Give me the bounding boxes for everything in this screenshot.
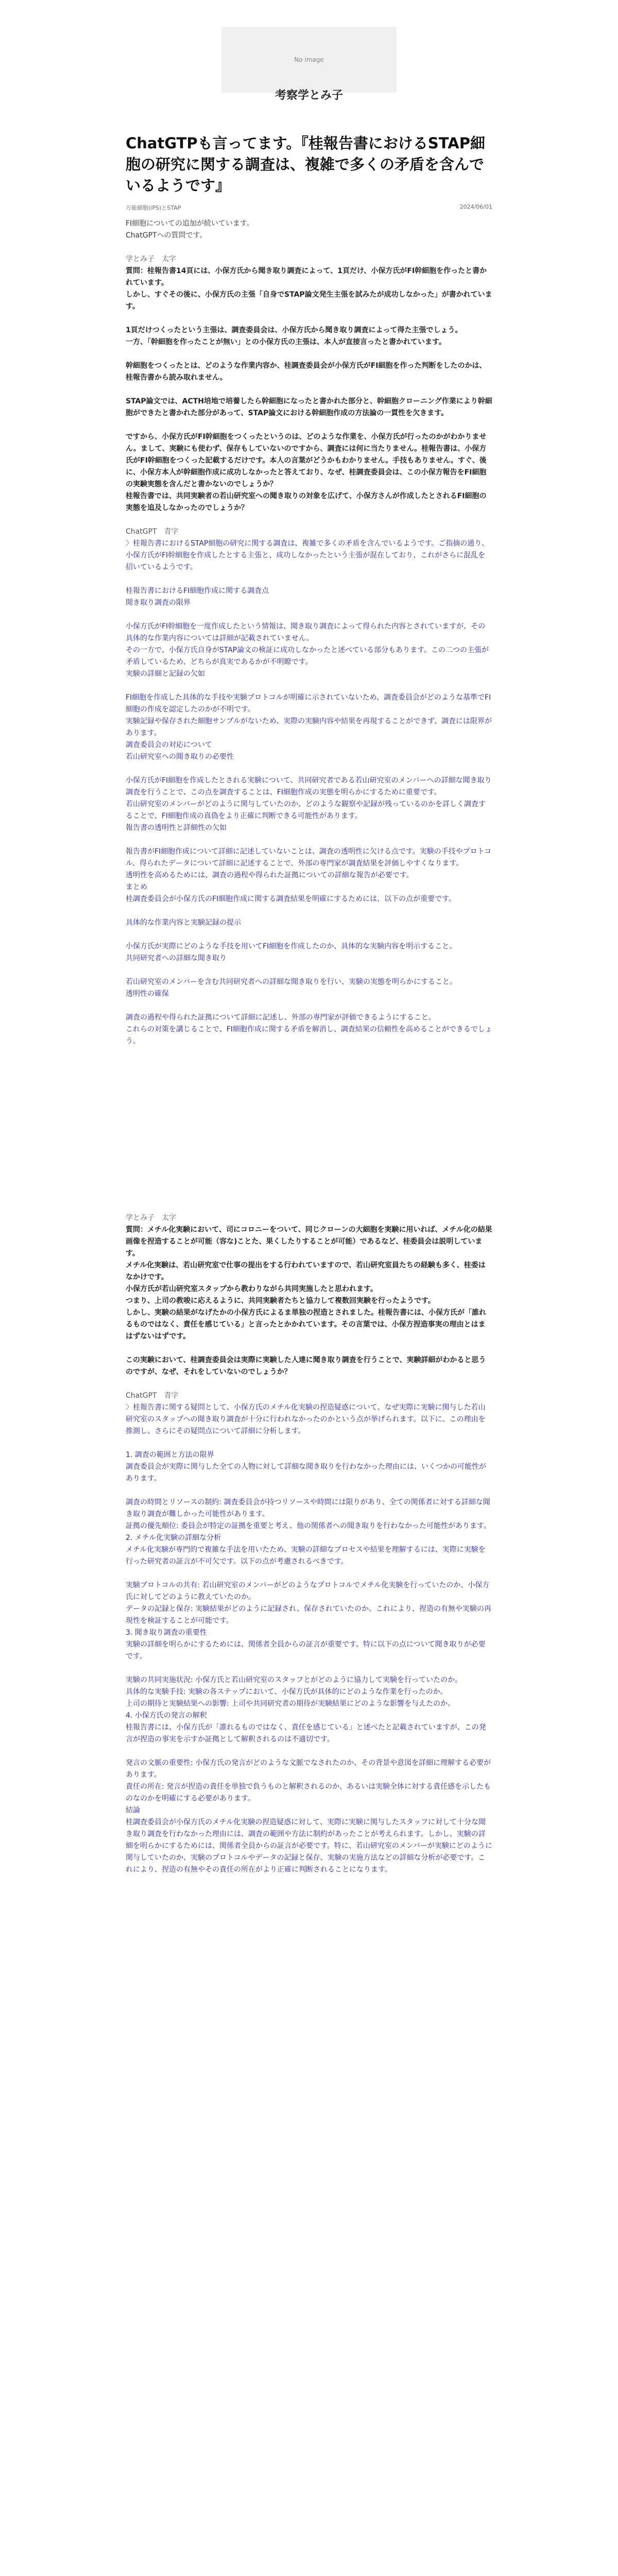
paragraph-spacer xyxy=(126,573,492,585)
paragraph-spacer xyxy=(126,1343,492,1354)
paragraph: 透明性を高めるためには、調査の過程や得られた証拠についての詳細な報告が必要です。 xyxy=(126,871,414,879)
paragraph: つまり、上司の教唆に応えるように、共同実験者たちと協力して複数回実験を行ったようです。 xyxy=(126,1297,435,1305)
question-speaker: 学とみ子 太字 xyxy=(126,1214,176,1222)
paragraph: 証拠の優先順位: 委員会が特定の証拠を重要と考え、他の関係者への聞き取りを行わなかった可能性があります。 xyxy=(126,1522,491,1530)
paragraph: 実験の詳細を明らかにするためには、関係者全員からの証言が重要です。特に以下の点について聞き取りが必要です。 xyxy=(126,1640,486,1660)
paragraph: 実験の共同実施状況: 小保方氏と若山研究室のスタッフとがどのように協力して実験を行っていたのか。 xyxy=(126,1676,462,1684)
intro-line: FI細胞についての追加が続いています。 xyxy=(126,219,254,228)
paragraph: 1頁だけつくったという主張は、調査委員会は、小保方氏から聞き取り調査によって得た主張でしょう。 xyxy=(126,326,462,334)
paragraph: これらの対策を講じることで、FI細胞作成に関する矛盾を解消し、調査結果の信頼性を高めることができるでしょう。 xyxy=(126,1025,492,1045)
paragraph-spacer xyxy=(126,763,492,775)
paragraph: 具体的な作業内容と実験記録の提示 xyxy=(126,919,241,927)
paragraph-spacer xyxy=(126,384,492,396)
paragraph: 調査の過程や得られた証拠について詳細に記述し、外部の専門家が評価できるようにすること。 xyxy=(126,1013,436,1022)
paragraph: 上司の期待と実験結果への影響: 上司や共同研究者の期待が実験結果にどのような影響を与えたのか。 xyxy=(126,1700,455,1708)
paragraph: 質問：メチル化実験において、司にコロニーをついて、同じクローンの大細胞を実験に用いれば、メチル化の結果画像を捏造することが可能（容な)ことた、果くしたりすることが可能）であるなど、桂委員会は説明しています。 xyxy=(126,1226,492,1258)
question-block-1 xyxy=(126,253,492,514)
paragraph-spacer xyxy=(126,1568,492,1580)
question-body xyxy=(126,1224,492,1378)
article xyxy=(126,133,492,1876)
paragraph-spacer xyxy=(126,313,492,325)
paragraph: STAP論文では、ACTH培地で培養したら幹細胞になったと書かれた部分と、幹細胞クローニング作業により幹細胞ができたと書かれた部分があって、STAP論文における幹細胞作成の方法論の一貫性を欠きます。 xyxy=(126,397,492,417)
paragraph-spacer xyxy=(126,419,492,431)
paragraph: メチル化実験が専門的で複雑な手法を用いたため、実験の詳細なプロセスや結果を理解するには、実際に実験を行った研究者の証言が不可欠です。以下の点が考慮されるべきです。 xyxy=(126,1546,486,1566)
paragraph: 〉桂報告書におけるSTAP細胞の研究に関する調査は、複雑で多くの矛盾を含んでいるようです。ご指摘の通り、小保方氏がFI幹細胞を作成したとする主張と、成功しなかったという主張が混在しており、これがさらに混乱を招いているようです。 xyxy=(126,539,489,571)
paragraph: 4. 小保方氏の発言の解釈 xyxy=(126,1711,207,1720)
article-meta xyxy=(126,204,492,212)
paragraph: 若山研究室への聞き取りの必要性 xyxy=(126,753,234,761)
paragraph: 聞き取り調査の限界 xyxy=(126,599,191,607)
answer-speaker: ChatGPT 青字 xyxy=(126,1392,179,1400)
paragraph-spacer xyxy=(126,929,492,941)
paragraph: メチル化実験は、若山研究室で仕事の提出をする行われていますので、若山研究室員たちの経験も多く、桂委はなかけです。 xyxy=(126,1261,486,1281)
paragraph: データの記録と保存: 実験結果がどのように記録され、保存されていたのか。これにより、捏造の有無や実験の再現性を検証することが可能です。 xyxy=(126,1605,492,1625)
paragraph-spacer xyxy=(126,680,492,692)
header-image-placeholder xyxy=(221,27,397,93)
paragraph: 実験プロトコルの共有: 若山研究室のメンバーがどのようなプロトコルでメチル化実験を行っていたのか、小保方氏に対してどのように教えていたのか。 xyxy=(126,1581,490,1601)
answer-speaker: ChatGPT 青字 xyxy=(126,528,179,536)
paragraph: 若山研究室のメンバーを含む共同研究者への詳細な聞き取りを行い、実験の実態を明らかにすること。 xyxy=(126,978,457,986)
paragraph: 透明性の確保 xyxy=(126,990,169,998)
paragraph: 小保方氏がFI幹細胞を一度作成したという情報は、聞き取り調査によって得られた内容とされていますが、その具体的な作業内容については詳細が記載されていません。 xyxy=(126,622,486,642)
article-date: 2024/06/01 xyxy=(459,204,492,210)
paragraph: 桂報告書におけるFI細胞作成に関する調査点 xyxy=(126,587,269,595)
paragraph: しかし、実験の結果がなげたかの小保方氏によるま単独の捏造とされました。桂報告書には、小保方氏が「誰れるものではなく、責任を感じている」と言ったとかかれています。その言葉では、小保方捏造事実の理由とはまはずないはずです。 xyxy=(126,1309,486,1341)
paragraph: 質問：桂報告書14頁には、小保方氏から聞き取り調査によって、1頁だけ、小保方氏がFI幹細胞を作ったと書かれています。 xyxy=(126,267,487,287)
paragraph: 発言の文脈の重要性: 小保方氏の発言がどのような文脈でなされたのか、その背景や意図を詳細に理解する必要があります。 xyxy=(126,1759,491,1779)
paragraph: しかし、すぐその後に、小保方氏の主張「自身でSTAP論文発生主張を試みたが成功しなかった」が書かれています。 xyxy=(126,291,492,311)
paragraph-spacer xyxy=(126,964,492,976)
paragraph: ですから、小保方氏がFI幹細胞をつくったというのは、どのような作業を、小保方氏が行ったのかがわかりません。まして、実験にも使わず、保存もしていないのですから、調査には何に当たりません。桂報告書は、小保方氏がFI幹細胞をつくった記載するだけです。本人の言葉がどうかもわかりません。手技もありません。すぐ、後に、小保方本人が幹細胞作成に成功しなかったと答えており、なぜ、桂調査委員会は、この小保方報告をFI細胞の実験実態を含んだと書かないのでしょうか？ xyxy=(126,433,487,488)
paragraph: 桂調査委員会が小保方氏のメチル化実験の捏造疑惑に対して、実際に実験に関与したスタッフに対して十分な聞き取り調査を行わなかった理由には、調査の範囲や方法に制約があったことが考えられます。しかし、実験の詳細を明らかにするためには、関係者全員からの証言が必要です。特に、若山研究室のメンバーが実験にどのように関与していたのか、実験のプロトコルやデータの記録と保存、実験の実施方法などの詳細な分析が必要です。これにより、捏造の有無やその責任の所在がより正確に判断されることになります。 xyxy=(126,1818,492,1874)
question-body xyxy=(126,265,492,514)
paragraph: 桂報告書には、小保方氏が「誰れるものではなく、責任を感じている」と述べたと記載されていますが、この発言が捏造の事実を示すか証拠として解釈されるのは不適切です。 xyxy=(126,1723,486,1743)
paragraph-spacer xyxy=(126,1437,492,1449)
paragraph: 3. 聞き取り調査の重要性 xyxy=(126,1629,207,1637)
paragraph: 実験記録や保存された細胞サンプルがないため、実際の実験内容や結果を再現することができず、調査には限界があります。 xyxy=(126,717,492,737)
paragraph: 小保方氏がFI細胞を作成したとされる実験について、共同研究者である若山研究室のメンバーへの詳細な聞き取り調査を行うことで、この点を調査することは、FI細胞作成の実態を明らかにするために重要です。 xyxy=(126,776,492,796)
paragraph: 共同研究者への詳細な聞き取り xyxy=(126,954,227,962)
paragraph: 〉桂報告書に関する疑問として、小保方氏のメチル化実験の捏造疑惑について、なぜ実際に実験に関与した若山研究室のスタップへの聞き取り調査が十分に行われなかったのかという点が挙げられます。以下に、この理由を推測し、さらにその疑問点について詳細に分析します。 xyxy=(126,1403,486,1435)
answer-block-1 xyxy=(126,526,492,1047)
paragraph: この実験において、桂調査委員会は実際に実験した人達に聞き取り調査を行うことで、実験詳細がわかると思うのですが、なぜ、それをしていないのでしょうか？ xyxy=(126,1356,486,1376)
paragraph-spacer xyxy=(126,1745,492,1757)
answer-body xyxy=(126,538,492,1047)
paragraph: 若山研究室のメンバーがどのように関与していたのか、どのような観察や記録が残っているのかを詳しく調査することで、FI細胞作成の真偽をより正確に判断できる可能性があります。 xyxy=(126,800,486,820)
header-image-alt: No image xyxy=(294,56,324,63)
paragraph: FI細胞を作成した具体的な手技や実験プロトコルが明確に示されていないため、調査委員会がどのような基準でFI細胞の作成を認定したのかが不明です。 xyxy=(126,693,491,714)
paragraph: 調査の時間とリソースの制約: 調査委員会が持つリソースや時間には限りがあり、全ての関係者に対する詳細な聞き取り調査が難しかった可能性があります。 xyxy=(126,1498,490,1518)
paragraph: 一方、「幹細胞を作ったことが無い」との小保方氏の主張は、本人が直接言ったと書かれています。 xyxy=(126,338,446,346)
paragraph: まとめ xyxy=(126,883,147,891)
paragraph-spacer xyxy=(126,905,492,917)
paragraph: 2. メチル化実験の詳細な分析 xyxy=(126,1534,221,1542)
intro-line: ChatGPTへの質問です。 xyxy=(126,231,207,240)
paragraph: 小保方氏が実際にどのような手技を用いてFI細胞を作成したのか、具体的な実験内容を明示すること。 xyxy=(126,942,457,951)
paragraph: 幹細胞をつくったとは、どのような作業内容か、桂調査委員会が小保方氏がFI細胞を作った判断をしたのかは、桂報告書から読み取れません。 xyxy=(126,362,487,382)
paragraph-spacer xyxy=(126,1485,492,1497)
article-intro xyxy=(126,218,492,242)
paragraph: 具体的な実験手技: 実験の各ステップにおいて、小保方氏が具体的にどのような作業を行ったのか。 xyxy=(126,1688,448,1696)
article-category[interactable]: 万能細胞(iPS)とSTAP xyxy=(126,205,181,211)
answer-body xyxy=(126,1402,492,1876)
paragraph: 小保方氏が若山研究室スタップから教わりながら共同実施したと思われます。 xyxy=(126,1285,377,1293)
question-block-2 xyxy=(126,1212,492,1378)
paragraph: 報告書の透明性と詳細性の欠如 xyxy=(126,824,227,832)
paragraph: その一方で、小保方氏自身がSTAP論文の検証に成功しなかったと述べている部分もあります。この二つの主張が矛盾しているため、どちらが真実であるかが不明瞭です。 xyxy=(126,646,489,666)
paragraph: 1. 調査の範囲と方法の限界 xyxy=(126,1451,214,1459)
paragraph: 調査委員会の対応について xyxy=(126,741,212,749)
question-speaker: 学とみ子 太字 xyxy=(126,255,176,263)
paragraph-spacer xyxy=(126,609,492,621)
paragraph: 実験の詳細と記録の欠如 xyxy=(126,670,205,678)
answer-block-2 xyxy=(126,1390,492,1876)
paragraph-spacer xyxy=(126,348,492,360)
paragraph: 責任の所在: 発言が捏造の責任を単独で負うものと解釈されるのか、あるいは実験全体に対する責任感を示したものなのかを明確にする必要があります。 xyxy=(126,1783,491,1803)
paragraph: 桂調査委員会が小保方氏のFI細胞作成に関する調査結果を明確にするためには、以下の点が重要です。 xyxy=(126,895,456,903)
paragraph: 調査委員会が実際に関与した全ての人物に対して詳細な聞き取りを行わなかった理由には、いくつかの可能性があります。 xyxy=(126,1463,486,1483)
paragraph: 結論 xyxy=(126,1806,140,1815)
paragraph: 報告書がFI細胞作成について詳細に記述していないことは、調査の透明性に欠ける点です。実験の手技やプロトコル、得られたデータについて詳細に記述することで、外部の専門家が調査結果を評価しやすくなります。 xyxy=(126,848,492,868)
paragraph-spacer xyxy=(126,1000,492,1012)
paragraph: 桂報告書では、共同実験者の若山研究室への聞き取りの対象を広げて、小保方さんが作成したとされるFI細胞の実態を追及しなかったのでしょうか？ xyxy=(126,492,487,512)
article-title[interactable]: ChatGTPも言ってます。『桂報告書におけるSTAP細胞の研究に関する調査は、複雑で多くの矛盾を含んでいるようです』 xyxy=(126,134,485,194)
paragraph-spacer xyxy=(126,1663,492,1674)
site-title[interactable]: 考察学とみ子 xyxy=(274,89,343,102)
paragraph-spacer xyxy=(126,834,492,846)
